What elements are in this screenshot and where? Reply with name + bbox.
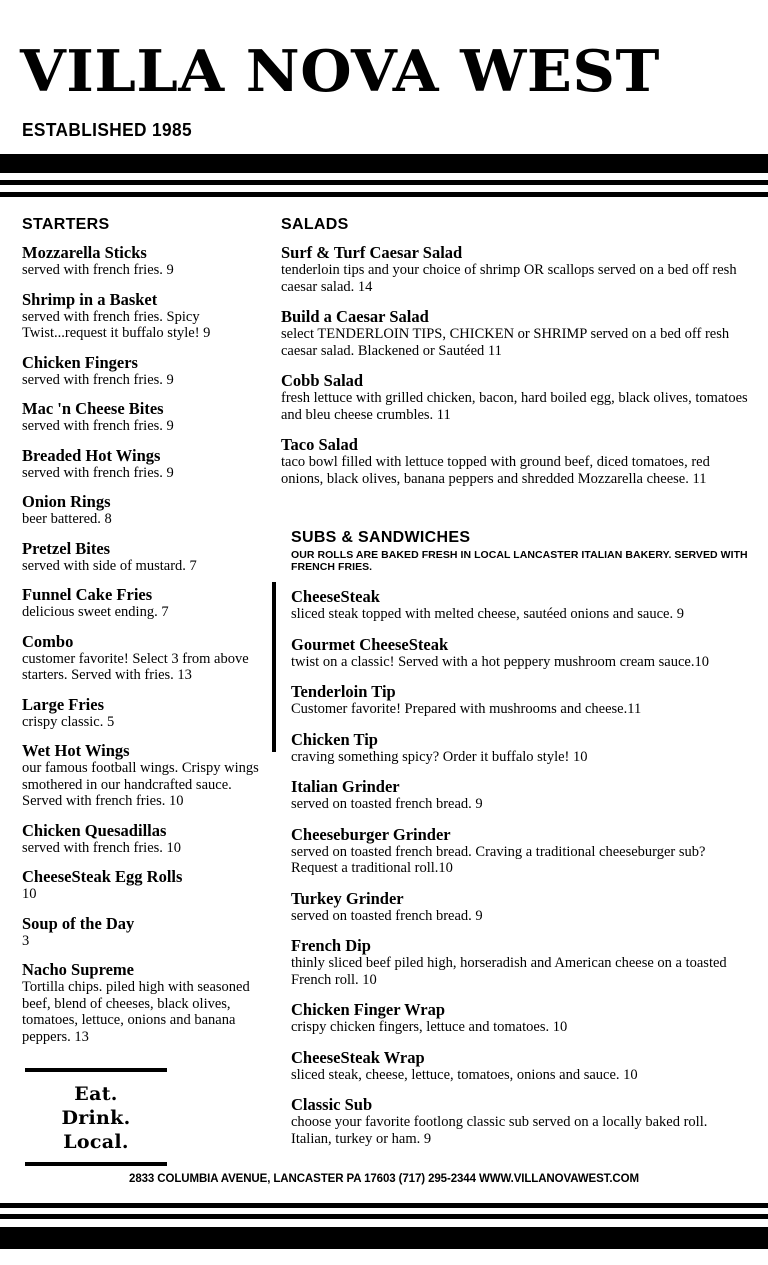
menu-item [22, 632, 260, 684]
menu-item-name: Nacho Supreme [22, 960, 134, 979]
menu-item-name: Large Fries [22, 694, 105, 714]
menu-item-description: tenderloin tips and your choice of shrimp OR scallops served on a bed off resh caesar salad. 14 [281, 262, 737, 295]
footer-address: 2833 COLUMBIA AVENUE, LANCASTER PA 17603 (717) 295-2344 WWW.VILLANOVAWEST.COM [129, 1173, 639, 1185]
menu-item [22, 914, 260, 950]
menu-item [22, 290, 260, 342]
menu-item-name: Soup of the Day [22, 913, 135, 933]
section-subheading-subs: OUR ROLLS ARE BAKED FRESH IN LOCAL LANCASTER ITALIAN BAKERY. SERVED WITH FRENCH FRIES. [291, 549, 748, 573]
menu-item-description: served with french fries. 9 [22, 418, 174, 434]
salads-list [281, 243, 749, 487]
menu-item-name: Cheeseburger Grinder [291, 824, 451, 844]
menu-item [291, 1095, 749, 1147]
menu-item-name: Chicken Quesadillas [22, 820, 167, 840]
menu-item [291, 825, 749, 877]
menu-item-name: Combo [22, 631, 74, 651]
menu-item [291, 587, 749, 623]
menu-item-description: served on toasted french bread. Craving a traditional cheeseburger sub? Request a traditional roll.10 [291, 843, 706, 876]
menu-item-name: Cobb Salad [281, 371, 364, 390]
menu-item-name: Funnel Cake Fries [22, 585, 153, 604]
column-right [281, 216, 749, 1159]
menu-item-name: Mac 'n Cheese Bites [22, 399, 164, 418]
menu-item [22, 243, 260, 279]
menu-item-description: our famous football wings. Crispy wings smothered in our handcrafted sauce. Served with french fries. 10 [22, 760, 259, 809]
menu-item-name: CheeseSteak [291, 587, 380, 606]
menu-item [22, 867, 260, 903]
menu-item-name: Classic Sub [291, 1095, 373, 1114]
tagline-lines [25, 1072, 167, 1162]
menu-item-description: Tortilla chips. piled high with seasoned beef, blend of cheeses, black olives, tomatoes, lettuce, onions and banana peppers. 13 [22, 979, 250, 1045]
menu-item-description: taco bowl filled with lettuce topped with ground beef, diced tomatoes, red onions, black olives, banana peppers and shredded Mozzarella cheese. 11 [281, 454, 710, 487]
menu-item [291, 936, 749, 988]
menu-item-description: served on toasted french bread. 9 [291, 796, 483, 812]
menu-item-name: Gourmet CheeseSteak [291, 634, 449, 654]
menu-item [22, 695, 260, 731]
menu-item-name: Italian Grinder [291, 777, 400, 796]
menu-item-description: choose your favorite footlong classic sub served on a locally baked roll. Italian, turkey or ham. 9 [291, 1114, 708, 1147]
menu-item [22, 585, 260, 621]
menu-item [281, 371, 749, 423]
menu-item-description: served with french fries. 10 [22, 839, 182, 856]
header-divider-thick [0, 154, 768, 173]
menu-item-description: 10 [22, 886, 37, 902]
section-heading-salads: SALADS [281, 216, 349, 233]
section-salads [281, 216, 749, 487]
menu-item-name: Breaded Hot Wings [22, 445, 161, 465]
menu-item-name: CheeseSteak Egg Rolls [22, 867, 183, 886]
page-title: VILLA NOVA WEST [20, 38, 660, 105]
tagline-line: Local. [63, 1131, 129, 1153]
section-subs-and-sandwiches [281, 529, 749, 1147]
menu-item-description: served with french fries. 9 [22, 464, 174, 481]
menu-item [291, 1000, 749, 1036]
menu-item-description: fresh lettuce with grilled chicken, bacon, hard boiled egg, black olives, tomatoes and bleu cheese crumbles. 11 [281, 390, 748, 423]
menu-item-description: Customer favorite! Prepared with mushrooms and cheese.11 [291, 701, 642, 717]
menu-item-description: customer favorite! Select 3 from above starters. Served with fries. 13 [22, 650, 249, 683]
menu-item-description: served with french fries. Spicy Twist...request it buffalo style! 9 [22, 308, 211, 341]
section-accent-bar [272, 582, 276, 752]
menu-item [291, 1048, 749, 1084]
menu-item-description: served with french fries. 9 [22, 371, 174, 388]
menu-item-description: thinly sliced beef piled high, horseradish and American cheese on a toasted French roll. 10 [291, 955, 727, 988]
menu-item-description: sliced steak topped with melted cheese, sautéed onions and sauce. 9 [291, 606, 684, 622]
menu-item-name: Build a Caesar Salad [281, 307, 429, 326]
menu-item [291, 635, 749, 671]
menu-item-name: CheeseSteak Wrap [291, 1047, 425, 1067]
menu-item-name: Onion Rings [22, 492, 111, 511]
menu-item-description: delicious sweet ending. 7 [22, 604, 169, 620]
menu-item [281, 243, 749, 295]
menu-item-name: Pretzel Bites [22, 538, 111, 558]
menu-item-name: Surf & Turf Caesar Salad [281, 243, 463, 262]
menu-item [22, 539, 260, 575]
menu-item [291, 777, 749, 813]
menu-item-name: French Dip [291, 936, 371, 955]
menu-item-description: beer battered. 8 [22, 511, 112, 527]
menu-item [291, 682, 749, 718]
tagline-line: Eat. [74, 1083, 118, 1105]
menu-item [22, 399, 260, 435]
menu-item-description: crispy classic. 5 [22, 713, 115, 730]
menu-item [281, 307, 749, 359]
menu-item-name: Wet Hot Wings [22, 741, 130, 760]
menu-item-description: craving something spicy? Order it buffalo style! 10 [291, 748, 588, 765]
tagline-block [25, 1068, 167, 1166]
menu-item-name: Chicken Finger Wrap [291, 1000, 446, 1019]
tagline-rule-bottom [25, 1162, 167, 1166]
tagline-line: Drink. [61, 1107, 131, 1129]
menu-item-name: Chicken Tip [291, 729, 378, 749]
section-heading-subs: SUBS & SANDWICHES [291, 529, 471, 546]
menu-item-description: crispy chicken fingers, lettuce and tomatoes. 10 [291, 1019, 568, 1035]
menu-item-name: Turkey Grinder [291, 888, 404, 908]
menu-item [22, 821, 260, 857]
menu-item-description: served on toasted french bread. 9 [291, 907, 483, 924]
menu-item-description: select TENDERLOIN TIPS, CHICKEN or SHRIMP served on a bed off resh caesar salad. Blackened or Sautéed 11 [281, 326, 730, 359]
menu-item-name: Chicken Fingers [22, 352, 138, 372]
footer-divider-thick [0, 1227, 768, 1249]
menu-item [22, 492, 260, 528]
header-divider-thin-1 [0, 180, 768, 185]
menu-item-name: Shrimp in a Basket [22, 289, 158, 309]
menu-item-name: Mozzarella Sticks [22, 243, 147, 262]
menu-item [281, 435, 749, 487]
subs-list [291, 587, 749, 1147]
footer-divider-thin-1 [0, 1203, 768, 1208]
footer-divider-thin-2 [0, 1214, 768, 1219]
menu-item-description: served with french fries. 9 [22, 262, 174, 278]
menu-item [22, 741, 260, 810]
menu-item [291, 730, 749, 766]
menu-item-name: Taco Salad [281, 435, 358, 454]
menu-item-name: Tenderloin Tip [291, 682, 396, 701]
header-divider-thin-2 [0, 192, 768, 197]
menu-item [22, 446, 260, 482]
established-label: ESTABLISHED 1985 [22, 120, 193, 140]
menu-item-description: twist on a classic! Served with a hot peppery mushroom cream sauce.10 [291, 653, 709, 670]
section-heading-starters: STARTERS [22, 216, 110, 233]
menu-item-description: 3 [22, 932, 30, 949]
menu-item-description: sliced steak, cheese, lettuce, tomatoes, onions and sauce. 10 [291, 1066, 638, 1083]
menu-item [22, 353, 260, 389]
column-left [22, 216, 260, 1045]
menu-item-description: served with side of mustard. 7 [22, 557, 197, 574]
menu-item [291, 889, 749, 925]
menu-item [22, 960, 260, 1045]
starters-list [22, 243, 260, 1045]
